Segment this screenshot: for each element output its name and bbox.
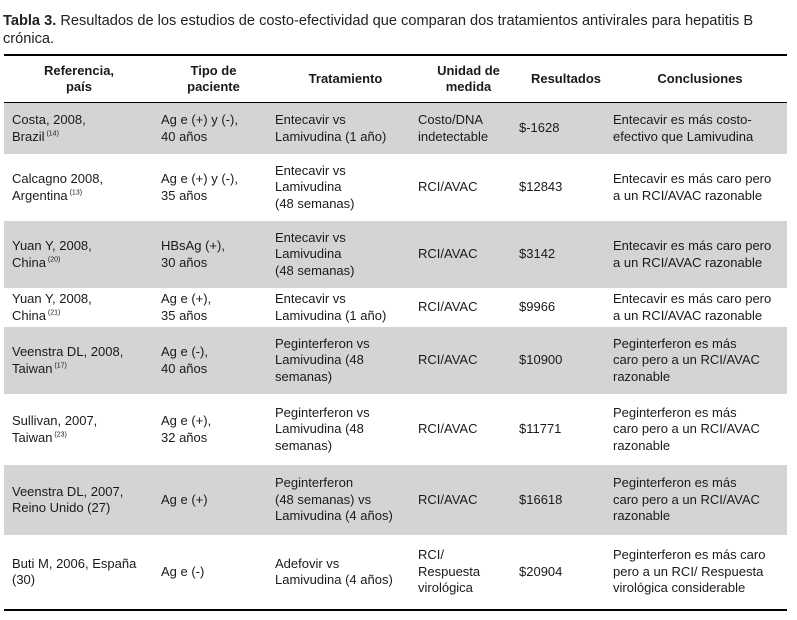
table-row [4,327,787,394]
cell-resultado: $16618 [519,491,563,507]
table-row [4,154,787,221]
cell-tratamiento: Entecavir vs Lamivudina (48 semanas) [275,162,355,211]
cell-resultado: $9966 [519,299,556,315]
cell-unidad-medida: Costo/DNA indetectable [418,112,489,144]
cell-tratamiento: Entecavir vs Lamivudina (1 año) [275,112,387,144]
cell-tratamiento: Peginterferon vs Lamivudina (48 semanas) [275,335,370,384]
ref-text: Yuan Y, 2008, China [12,291,92,323]
header-conclusiones: Conclusiones [657,71,743,86]
cell-tipo-paciente: Ag e (+), 32 años [161,413,212,445]
ref-text: Veenstra DL, 2007, Reino Unido (27) [12,483,124,515]
cell-tratamiento: Peginterferon vs Lamivudina (48 semanas) [275,404,370,453]
table-caption [3,12,793,48]
cell-tipo-paciente: Ag e (-) [161,563,205,579]
cell-referencia [4,556,154,589]
table-bottom-rule [4,609,787,611]
ref-text: Costa, 2008, Brazil [12,112,86,144]
cell-conclusion: Peginterferon es más caro pero a un RCI/AVAC razonable [613,335,760,384]
cell-referencia [4,171,154,204]
ref-citation: (13) [67,189,83,197]
cell-resultado: $12843 [519,179,563,195]
cell-tipo-paciente: Ag e (+) y (-), 35 años [161,171,238,203]
results-table [4,54,787,611]
cell-tratamiento: Adefovir vs Lamivudina (4 años) [275,555,393,587]
ref-text: Yuan Y, 2008, China [12,238,92,270]
cell-referencia [4,484,154,517]
cell-conclusion: Entecavir es más costo- efectivo que Lamivudina [613,112,754,144]
cell-unidad-medida: RCI/AVAC [418,246,478,262]
cell-unidad-medida: RCI/AVAC [418,421,478,437]
table-header-row [4,56,787,102]
cell-referencia [4,291,154,324]
cell-conclusion: Entecavir es más caro pero a un RCI/AVAC razonable [613,291,772,323]
ref-text: Sullivan, 2007, Taiwan [12,413,98,445]
cell-conclusion: Entecavir es más caro pero a un RCI/AVAC razonable [613,238,772,270]
ref-text: Calcagno 2008, Argentina [12,171,104,203]
cell-referencia [4,238,154,271]
ref-citation: (20) [45,256,61,264]
table-row [4,535,787,609]
header-tipo-paciente: Tipo de paciente [187,63,240,94]
table-row [4,394,787,465]
cell-referencia [4,112,154,145]
caption-text: Resultados de los estudios de costo-efectividad que comparan dos tratamientos antivirales para hepatitis B crónica. [3,13,754,47]
cell-tipo-paciente: Ag e (+) [161,491,208,507]
cell-unidad-medida: RCI/AVAC [418,299,478,315]
cell-unidad-medida: RCI/AVAC [418,491,478,507]
table-row [4,288,787,327]
cell-conclusion: Peginterferon es más caro pero a un RCI/ Respuesta virológica considerable [613,547,766,596]
ref-citation: (14) [44,130,59,138]
header-resultados: Resultados [530,71,602,86]
cell-resultado: $3142 [519,246,556,262]
header-referencia: Referencia, país [43,63,115,94]
cell-unidad-medida: RCI/ Respuesta virológica [418,547,481,596]
table-row [4,221,787,288]
cell-conclusion: Entecavir es más caro pero a un RCI/AVAC razonable [613,171,772,203]
ref-citation: (21) [45,309,61,317]
ref-citation: (17) [52,362,67,370]
caption-label: Tabla 3. [3,13,57,29]
ref-citation: (23) [52,431,67,439]
cell-tipo-paciente: Ag e (+), 35 años [161,291,212,323]
cell-conclusion: Peginterferon es más caro pero a un RCI/AVAC razonable [613,404,760,453]
cell-resultado: $20904 [519,563,563,579]
cell-tratamiento: Entecavir vs Lamivudina (48 semanas) [275,229,355,278]
cell-resultado: $10900 [519,352,563,368]
table-row [4,103,787,154]
cell-resultado: $11771 [519,421,562,437]
cell-referencia [4,344,154,377]
cell-conclusion: Peginterferon es más caro pero a un RCI/AVAC razonable [613,475,760,524]
ref-text: Veenstra DL, 2008, Taiwan [12,344,124,376]
table-row [4,465,787,535]
cell-tipo-paciente: Ag e (-), 40 años [161,344,208,376]
cell-tipo-paciente: HBsAg (+), 30 años [161,238,225,270]
table-body [4,103,787,609]
cell-tipo-paciente: Ag e (+) y (-), 40 años [161,112,238,144]
header-tratamiento: Tratamiento [308,71,383,86]
cell-tratamiento: Peginterferon (48 semanas) vs Lamivudina (4 años) [275,475,393,524]
header-unidad-medida: Unidad de medida [437,63,500,94]
cell-resultado: $-1628 [519,120,560,136]
ref-text: Buti M, 2006, España (30) [12,555,137,587]
cell-unidad-medida: RCI/AVAC [418,179,478,195]
cell-tratamiento: Entecavir vs Lamivudina (1 año) [275,291,387,323]
cell-referencia [4,413,154,446]
cell-unidad-medida: RCI/AVAC [418,352,478,368]
